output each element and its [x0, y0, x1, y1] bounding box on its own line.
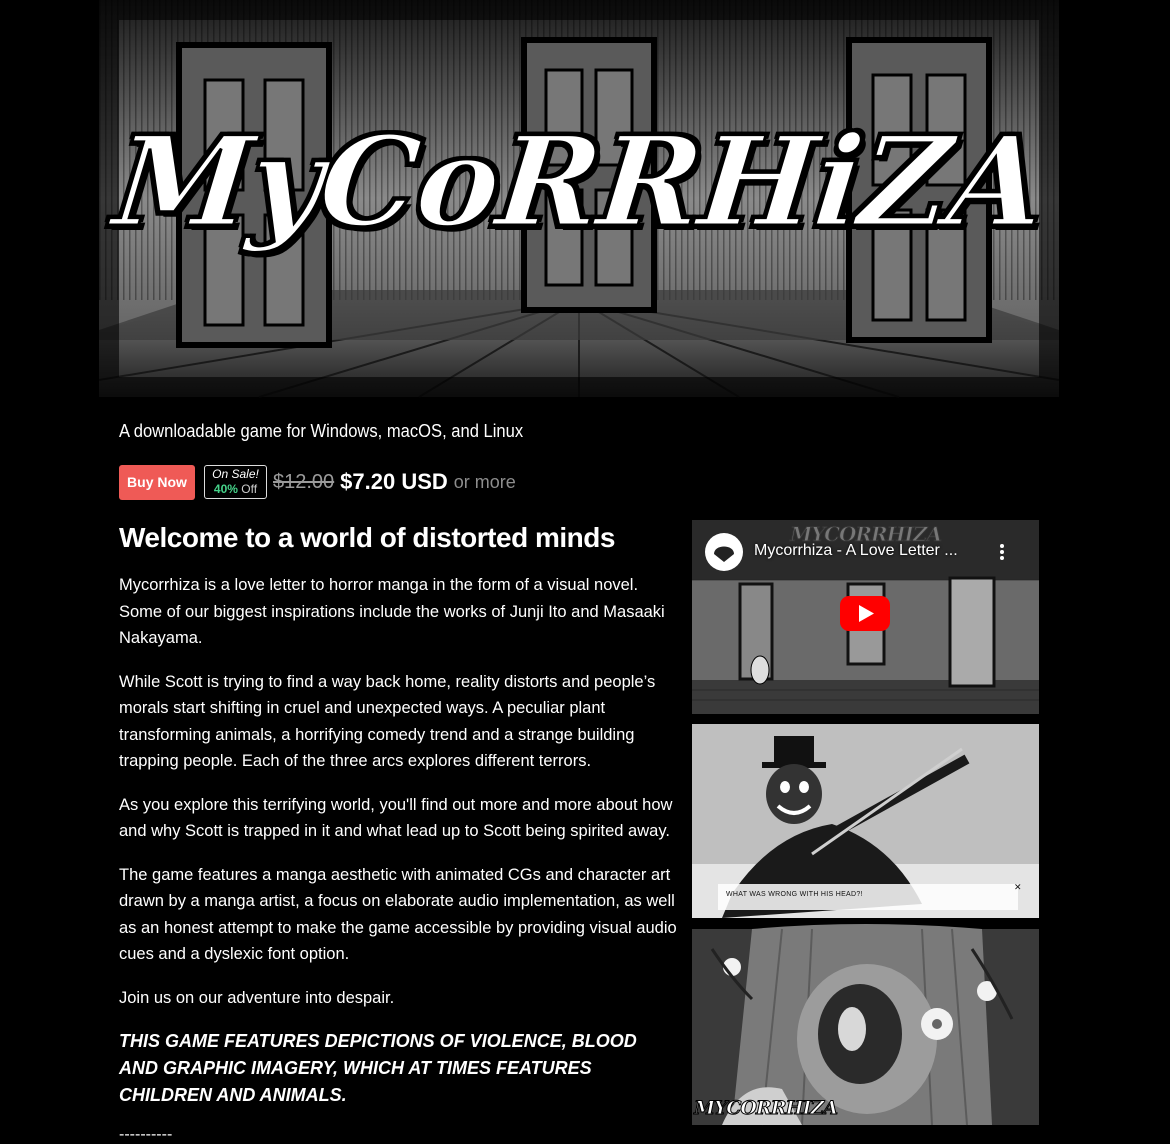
- youtube-video-embed[interactable]: [692, 520, 1039, 714]
- original-price: $12.00: [273, 470, 335, 493]
- description-paragraph: Join us on our adventure into despair.: [119, 988, 395, 1007]
- svg-text:✕: ✕: [1014, 883, 1022, 893]
- description-paragraph: Mycorrhiza is a love letter to horror manga in the form of a visual novel. Some of our biggest inspirations include the works of Junji Ito and Masaaki Nakayama.: [119, 576, 665, 647]
- content-warning: THIS GAME FEATURES DEPICTIONS OF VIOLENCE, BLOOD AND GRAPHIC IMAGERY, WHICH AT TIMES FEATURES CHILDREN AND ANIMALS.: [119, 1031, 637, 1105]
- divider-text: ----------: [119, 1126, 173, 1143]
- discount-suffix: Off: [241, 482, 258, 496]
- purchase-row: [119, 464, 516, 500]
- video-title[interactable]: Mycorrhiza - A Love Letter ...: [754, 542, 958, 559]
- game-description: [119, 522, 679, 1144]
- screenshot-3-logo: MYCORRHIZA: [694, 1097, 837, 1119]
- description-paragraph: As you explore this terrifying world, you'll find out more and more about how and why Scott is trapped in it and what lead up to Scott being spirited away.: [119, 795, 673, 840]
- on-sale-label: On Sale!: [212, 467, 259, 481]
- game-logo: MyCoRRHiZA: [107, 110, 1051, 255]
- sale-badge: [204, 465, 267, 499]
- screenshot-2[interactable]: [692, 724, 1039, 918]
- game-banner: [99, 0, 1059, 397]
- video-logo: MYCORRHIZA: [790, 522, 942, 546]
- screenshot-3[interactable]: [692, 929, 1039, 1125]
- description-paragraph: The game features a manga aesthetic with animated CGs and character art drawn by a manga artist, a focus on elaborate audio implementation, as well as an honest attempt to make the game accessible by providing visual audio cues and a dyslexic font option.: [119, 865, 677, 963]
- screenshot-2-illustration: [692, 724, 1039, 918]
- discount-line: [214, 482, 257, 497]
- screenshot-caption: WHAT WAS WRONG WITH HIS HEAD?!: [726, 891, 863, 898]
- buy-now-button[interactable]: Buy Now: [119, 465, 195, 500]
- game-tagline: A downloadable game for Windows, macOS, and Linux: [119, 421, 524, 441]
- discount-percent: 40%: [213, 482, 238, 496]
- description-heading: Welcome to a world of distorted minds: [119, 522, 615, 553]
- sale-price: $7.20 USD: [340, 469, 448, 494]
- description-paragraph: While Scott is trying to find a way back home, reality distorts and people’s morals start shifting in cruel and unexpected ways. A peculiar plant transforming animals, a horrifying comedy trend and a strange building trapping people. Each of the three arcs explores different terrors.: [119, 672, 656, 770]
- screenshot-3-illustration: [692, 929, 1039, 1125]
- or-more-label: or more: [453, 471, 516, 492]
